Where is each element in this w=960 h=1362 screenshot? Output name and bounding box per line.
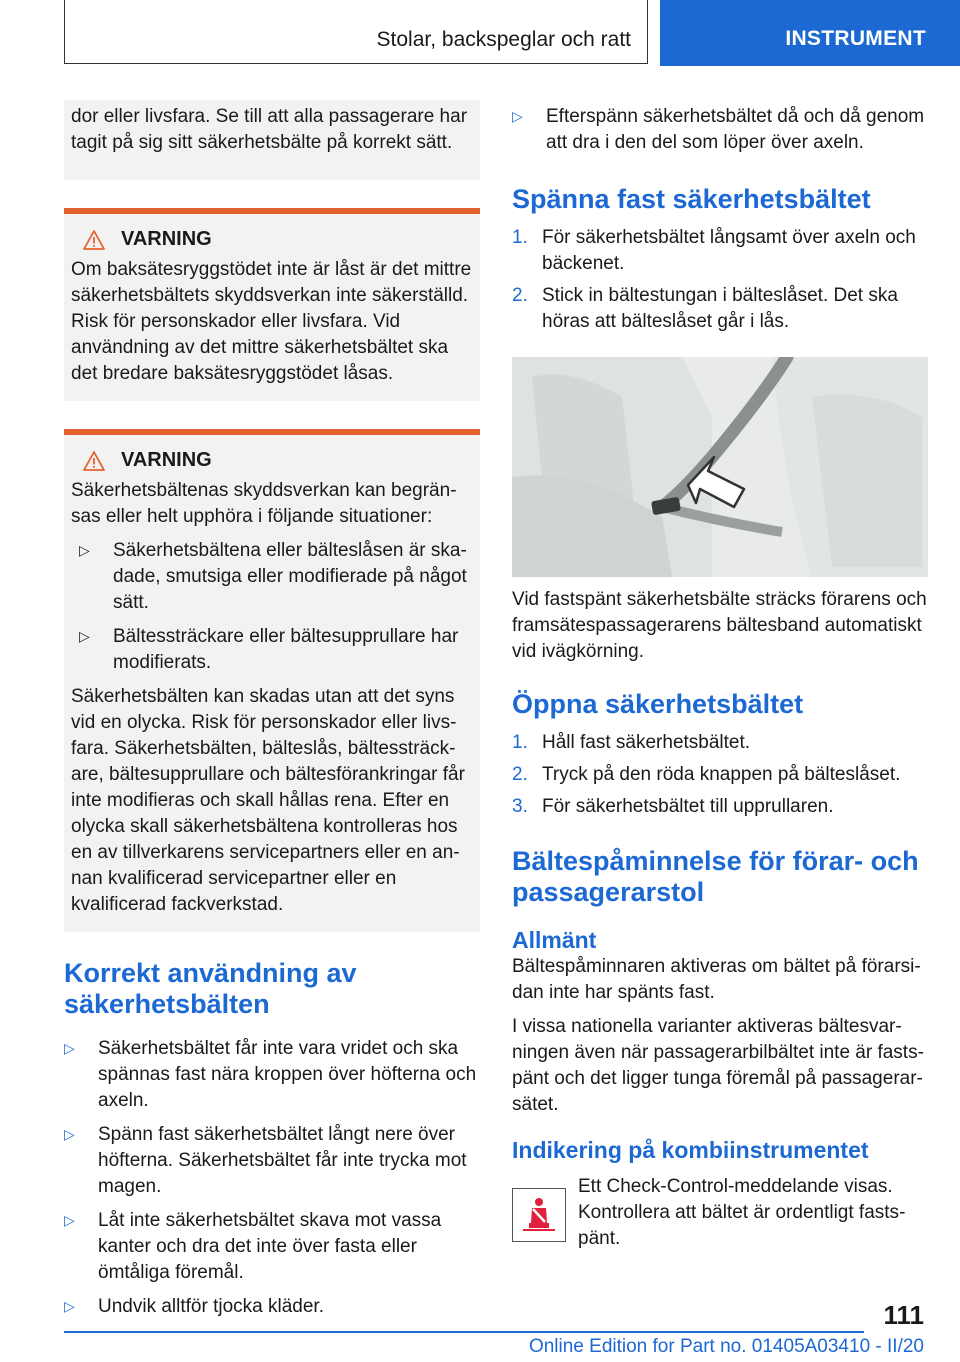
section-heading: Bältespåminnelse för förar- och passagerarstol xyxy=(512,846,919,907)
bullet-triangle-icon: ▷ xyxy=(512,108,523,124)
paragraph: I vissa nationella varianter aktiveras bältesvarningen även när passagerarbilbältet inte är fastspänt och det ligger tunga föremål på passagerarsätet. xyxy=(512,1016,924,1115)
chapter-tab-label: INSTRUMENT xyxy=(785,27,926,50)
list-item: ▷ Spänn fast säkerhetsbältet långt nere över höfterna. Säkerhetsbältet får inte trycka mot magen. xyxy=(64,1122,480,1200)
left-column xyxy=(64,100,480,1328)
section-title: Stolar, backspeglar och ratt xyxy=(376,28,631,51)
list-item: ▷ Säkerhetsbältena eller bälteslåsen är skadade, smutsiga eller modifierade på något sätt. xyxy=(71,538,472,616)
list-item: ▷ Säkerhetsbältet får inte vara vridet och ska spännas fast nära kroppen över höfterna och axeln. xyxy=(64,1036,480,1114)
intro-text: dor eller livsfara. Se till att alla passagerare har tagit på sig sitt säkerhetsbälte på korrekt sätt. xyxy=(71,106,468,153)
photo-caption: Vid fastspänt säkerhetsbälte sträcks förarens och framsätespassagerarens bältesband automatiskt vid ivägkörning. xyxy=(512,589,927,662)
list-item: 2. Stick in bältestungan i bälteslåset. Det ska höras att bälteslåset går i lås. xyxy=(512,285,898,332)
warning-text: Om baksätesryggstödet inte är låst är det mittre säkerhetsbältets skyddsverkan inte säkerställd. Risk för personskador eller livsfara. Vid användning av det mittre säkerhetsbältet ska det bredare baksätesryggstödet låsas. xyxy=(71,259,472,384)
paragraph: Bältespåminnaren aktiveras om bältet på förarsidan inte har spänts fast. xyxy=(512,956,921,1003)
warning-triangle-icon xyxy=(83,451,105,471)
section-heading: Korrekt användning av säkerhetsbälten xyxy=(64,958,357,1019)
right-column xyxy=(512,100,928,1252)
intro-box xyxy=(64,100,480,180)
section-heading: Spänna fast säkerhetsbältet xyxy=(512,184,871,214)
bullet-triangle-icon: ▷ xyxy=(79,628,90,644)
subsection-heading: Allmänt xyxy=(512,927,597,953)
warning-text: Säkerhetsbälten kan skadas utan att det syns vid en olycka. Risk för personskador eller livsfara. Säkerhetsbälten, bälteslås, bältessträckare, bältesupprullare och bältesförankringar får inte modifieras och skall hållas rena. Efter en olycka skall säkerhetsbältena kontrolleras hos en av tillverkarens servicepartners eller en annan kvalificerad servicepartner eller en kvalificerad fackverkstad. xyxy=(71,686,465,915)
subsection-heading: Indikering på kombiinstrumentet xyxy=(512,1137,869,1163)
section-heading: Öppna säkerhetsbältet xyxy=(512,689,804,719)
list-item: ▷ Undvik alltför tjocka kläder. xyxy=(64,1294,480,1320)
indicator-row xyxy=(512,1174,928,1252)
list-item: 3. För säkerhetsbältet till upprullaren. xyxy=(512,796,834,817)
footer-edition: Online Edition for Part no. 01405A03410 - II/20 xyxy=(528,1336,924,1357)
warning-box-1 xyxy=(64,208,480,401)
warning-text: Säkerhetsbältenas skyddsverkan kan begränsas eller helt upphöra i följande situationer: xyxy=(71,480,457,527)
list-item: ▷ Bältessträckare eller bältesupprullare har modifierats. xyxy=(71,624,472,676)
bullet-triangle-icon: ▷ xyxy=(64,1126,75,1142)
indicator-text: Ett Check-Control-meddelande visas. Kontrollera att bältet är ordentligt fastspänt. xyxy=(578,1176,906,1249)
chapter-tab[interactable] xyxy=(660,0,960,66)
warning-box-2 xyxy=(64,429,480,932)
list-item: 1. Håll fast säkerhetsbältet. xyxy=(512,732,751,753)
header-section-box xyxy=(64,0,648,64)
bullet-triangle-icon: ▷ xyxy=(79,542,90,558)
seatbelt-warning-icon xyxy=(512,1188,566,1242)
warning-triangle-icon xyxy=(83,230,105,250)
list-item: ▷ Låt inte säkerhetsbältet skava mot vassa kanter och dra det inte över fasta eller ömtåliga föremål. xyxy=(64,1208,480,1286)
list-item: 2. Tryck på den röda knappen på bälteslåset. xyxy=(512,764,901,785)
warning-label: VARNING xyxy=(121,228,212,250)
bullet-triangle-icon: ▷ xyxy=(64,1212,75,1228)
footer-divider xyxy=(64,1331,864,1333)
page-number: 111 xyxy=(883,1300,924,1330)
warning-label: VARNING xyxy=(121,449,212,471)
seatbelt-photo xyxy=(512,357,928,577)
bullet-triangle-icon: ▷ xyxy=(64,1040,75,1056)
list-item: ▷ Efterspänn säkerhetsbältet då och då genom att dra i den del som löper över axeln. xyxy=(512,104,928,156)
list-item: 1. För säkerhetsbältet långsamt över axeln och bäckenet. xyxy=(512,227,916,274)
bullet-triangle-icon: ▷ xyxy=(64,1298,75,1314)
